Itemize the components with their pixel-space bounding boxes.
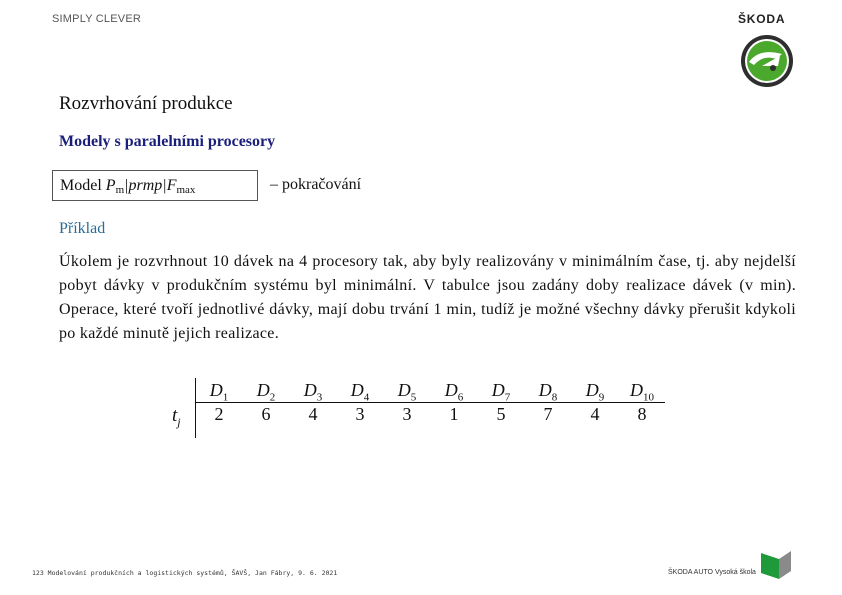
table-value-d4: 3 bbox=[355, 404, 365, 424]
table-value-d6: 1 bbox=[449, 404, 459, 424]
table-value-d3: 4 bbox=[308, 404, 318, 424]
table-value-d5: 3 bbox=[402, 404, 412, 424]
table-header-d4: $D_4$ bbox=[350, 380, 370, 404]
table-header-d9: $D_9$ bbox=[585, 380, 605, 404]
model-prefix: Model bbox=[60, 177, 106, 194]
model-p: P bbox=[105, 177, 116, 194]
table-header-d3: $D_3$ bbox=[303, 380, 323, 404]
processing-times-table bbox=[160, 378, 670, 438]
skoda-winged-arrow-icon bbox=[738, 32, 796, 90]
model-f-sub: max bbox=[176, 184, 196, 196]
header-tagline: SIMPLY CLEVER bbox=[52, 13, 142, 25]
header-brand: ŠKODA bbox=[738, 12, 786, 26]
table-value-d1: 2 bbox=[214, 404, 224, 424]
table-header-d8: $D_8$ bbox=[538, 380, 558, 404]
table-value-d2: 6 bbox=[261, 404, 271, 424]
table-header-d7: $D_7$ bbox=[491, 380, 511, 404]
table-value-d9: 4 bbox=[590, 404, 600, 424]
footer-school-name: ŠKODA AUTO Vysoká škola bbox=[668, 569, 756, 576]
example-heading: Příklad bbox=[59, 220, 106, 237]
table-header-d5: $D_5$ bbox=[397, 380, 417, 404]
table-value-d10: 8 bbox=[637, 404, 647, 424]
example-paragraph: Úkolem je rozvrhnout 10 dávek na 4 procesory tak, aby byly realizovány v minimálním čase, tj. aby nejdelší pobyt dávky v produkčním systému byl minimální. V tabulce jsou zadány doby realizace dávek (v min). Operace, které tvoří jednotlivé dávky, mají dobu trvání 1 min, tudíž je možné všechny dávky přerušit kdykoli po každé minutě jejich realizace. bbox=[59, 253, 796, 342]
table-header-d6: $D_6$ bbox=[444, 380, 464, 404]
table-header-d1: $D_1$ bbox=[209, 380, 229, 404]
model-notation-box bbox=[52, 170, 258, 201]
school-flag-icon bbox=[759, 549, 793, 581]
slide-title: Rozvrhování produkce bbox=[59, 93, 233, 114]
slide-subtitle: Modely s paralelními procesory bbox=[59, 133, 276, 150]
table-header-d2: $D_2$ bbox=[256, 380, 276, 404]
continuation-label: – pokračování bbox=[270, 176, 362, 193]
table-header-d10: $D_{10}$ bbox=[630, 380, 654, 404]
table-row-label: $t_j$ bbox=[172, 405, 181, 429]
footer-citation: 123 Modelování produkčních a logistických systémů, ŠAVŠ, Jan Fábry, 9. 6. 2021 bbox=[32, 569, 338, 577]
table-value-d8: 7 bbox=[543, 404, 553, 424]
model-middle: |prmp|F bbox=[124, 177, 177, 194]
table-value-d7: 5 bbox=[496, 404, 506, 424]
model-p-sub: m bbox=[115, 184, 125, 196]
